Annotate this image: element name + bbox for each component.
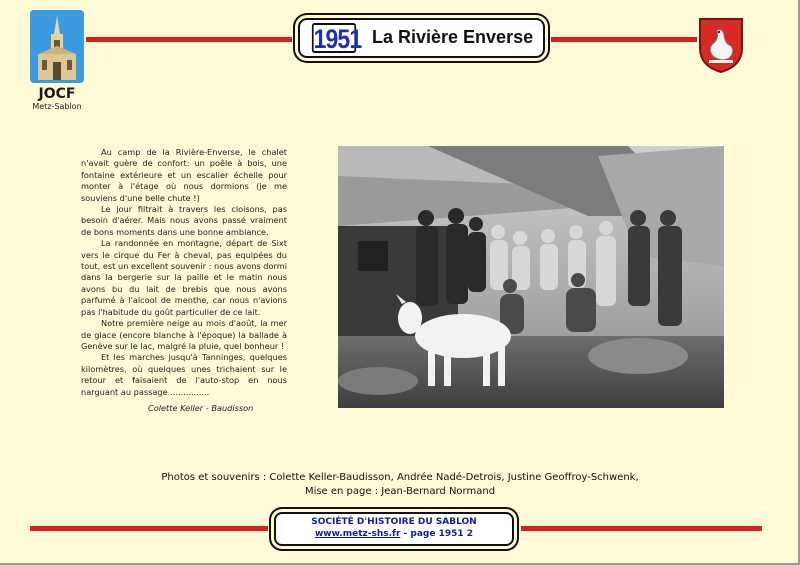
title-banner: [298, 18, 545, 58]
story-paragraph: Le jour filtrait à travers les cloisons, pas besoin d'aérer. Mais nous avons passé vraiment de bons moments dans une bonne ambiance.: [81, 204, 287, 237]
header-rule-right: [551, 37, 697, 42]
story-paragraph: Au camp de la Rivière-Enverse, le chalet n'avait guère de confort: un poêle à bois, une fontaine extérieure et un escalier échelle pour monter à l'étage où nous dormions (je me souviens d'une belle chute !): [81, 147, 287, 203]
group-photo: [338, 146, 724, 408]
footer-rule-right: [521, 526, 762, 531]
signature: Colette Keller - Baudisson: [148, 403, 254, 413]
story-text: [81, 147, 287, 398]
year-label: 1951: [313, 24, 362, 54]
story-paragraph: La randonnée en montagne, départ de Sixt vers le cirque du Fer à cheval, pas equipées du tout, est un excellent souvenir : nous avons dormi dans la bergerie sur la paille et le matin nous avons bu du lait de brebis que nous avons parfumé à l'alcool de menthe, car nous n'avions pas l'habitude du goût particulier de ce lait.: [81, 238, 287, 317]
story-paragraph: Et les marches jusqu'à Tanninges, quelques kilomètres, où quelques unes trichaient sur le retour et faisaient de l'auto-stop en nous narguant au passage ...............: [81, 352, 287, 397]
credits: [0, 471, 800, 499]
page-number: - page 1951 2: [400, 529, 474, 539]
page-title: La Rivière Enverse: [372, 27, 534, 47]
logo-subtitle: Metz-Sablon: [32, 102, 82, 111]
website-link[interactable]: www.metz-shs.fr: [314, 529, 401, 539]
story-paragraph: Notre première neige au mois d'août, la mer de glace (encore blanche à l'époque) la ballade à Genève sur le lac, malgré la pluie, quel bonheur !: [81, 318, 287, 351]
header-rule-left: [86, 37, 292, 42]
coat-of-arms-icon: [697, 16, 745, 74]
logo-title: JOCF: [38, 86, 76, 102]
footer-org: SOCIÉTÉ D'HISTOIRE DU SABLON: [311, 517, 477, 527]
church-logo-icon: [30, 10, 84, 83]
footer-line: [276, 529, 512, 539]
credits-line: Mise en page : Jean-Bernard Normand: [304, 486, 496, 497]
footer-rule-left: [30, 526, 268, 531]
footer-banner: [274, 512, 514, 546]
credits-line: Photos et souvenirs : Colette Keller-Baudisson, Andrée Nadé-Detrois, Justine Geoffroy-Schwenk,: [161, 472, 639, 483]
